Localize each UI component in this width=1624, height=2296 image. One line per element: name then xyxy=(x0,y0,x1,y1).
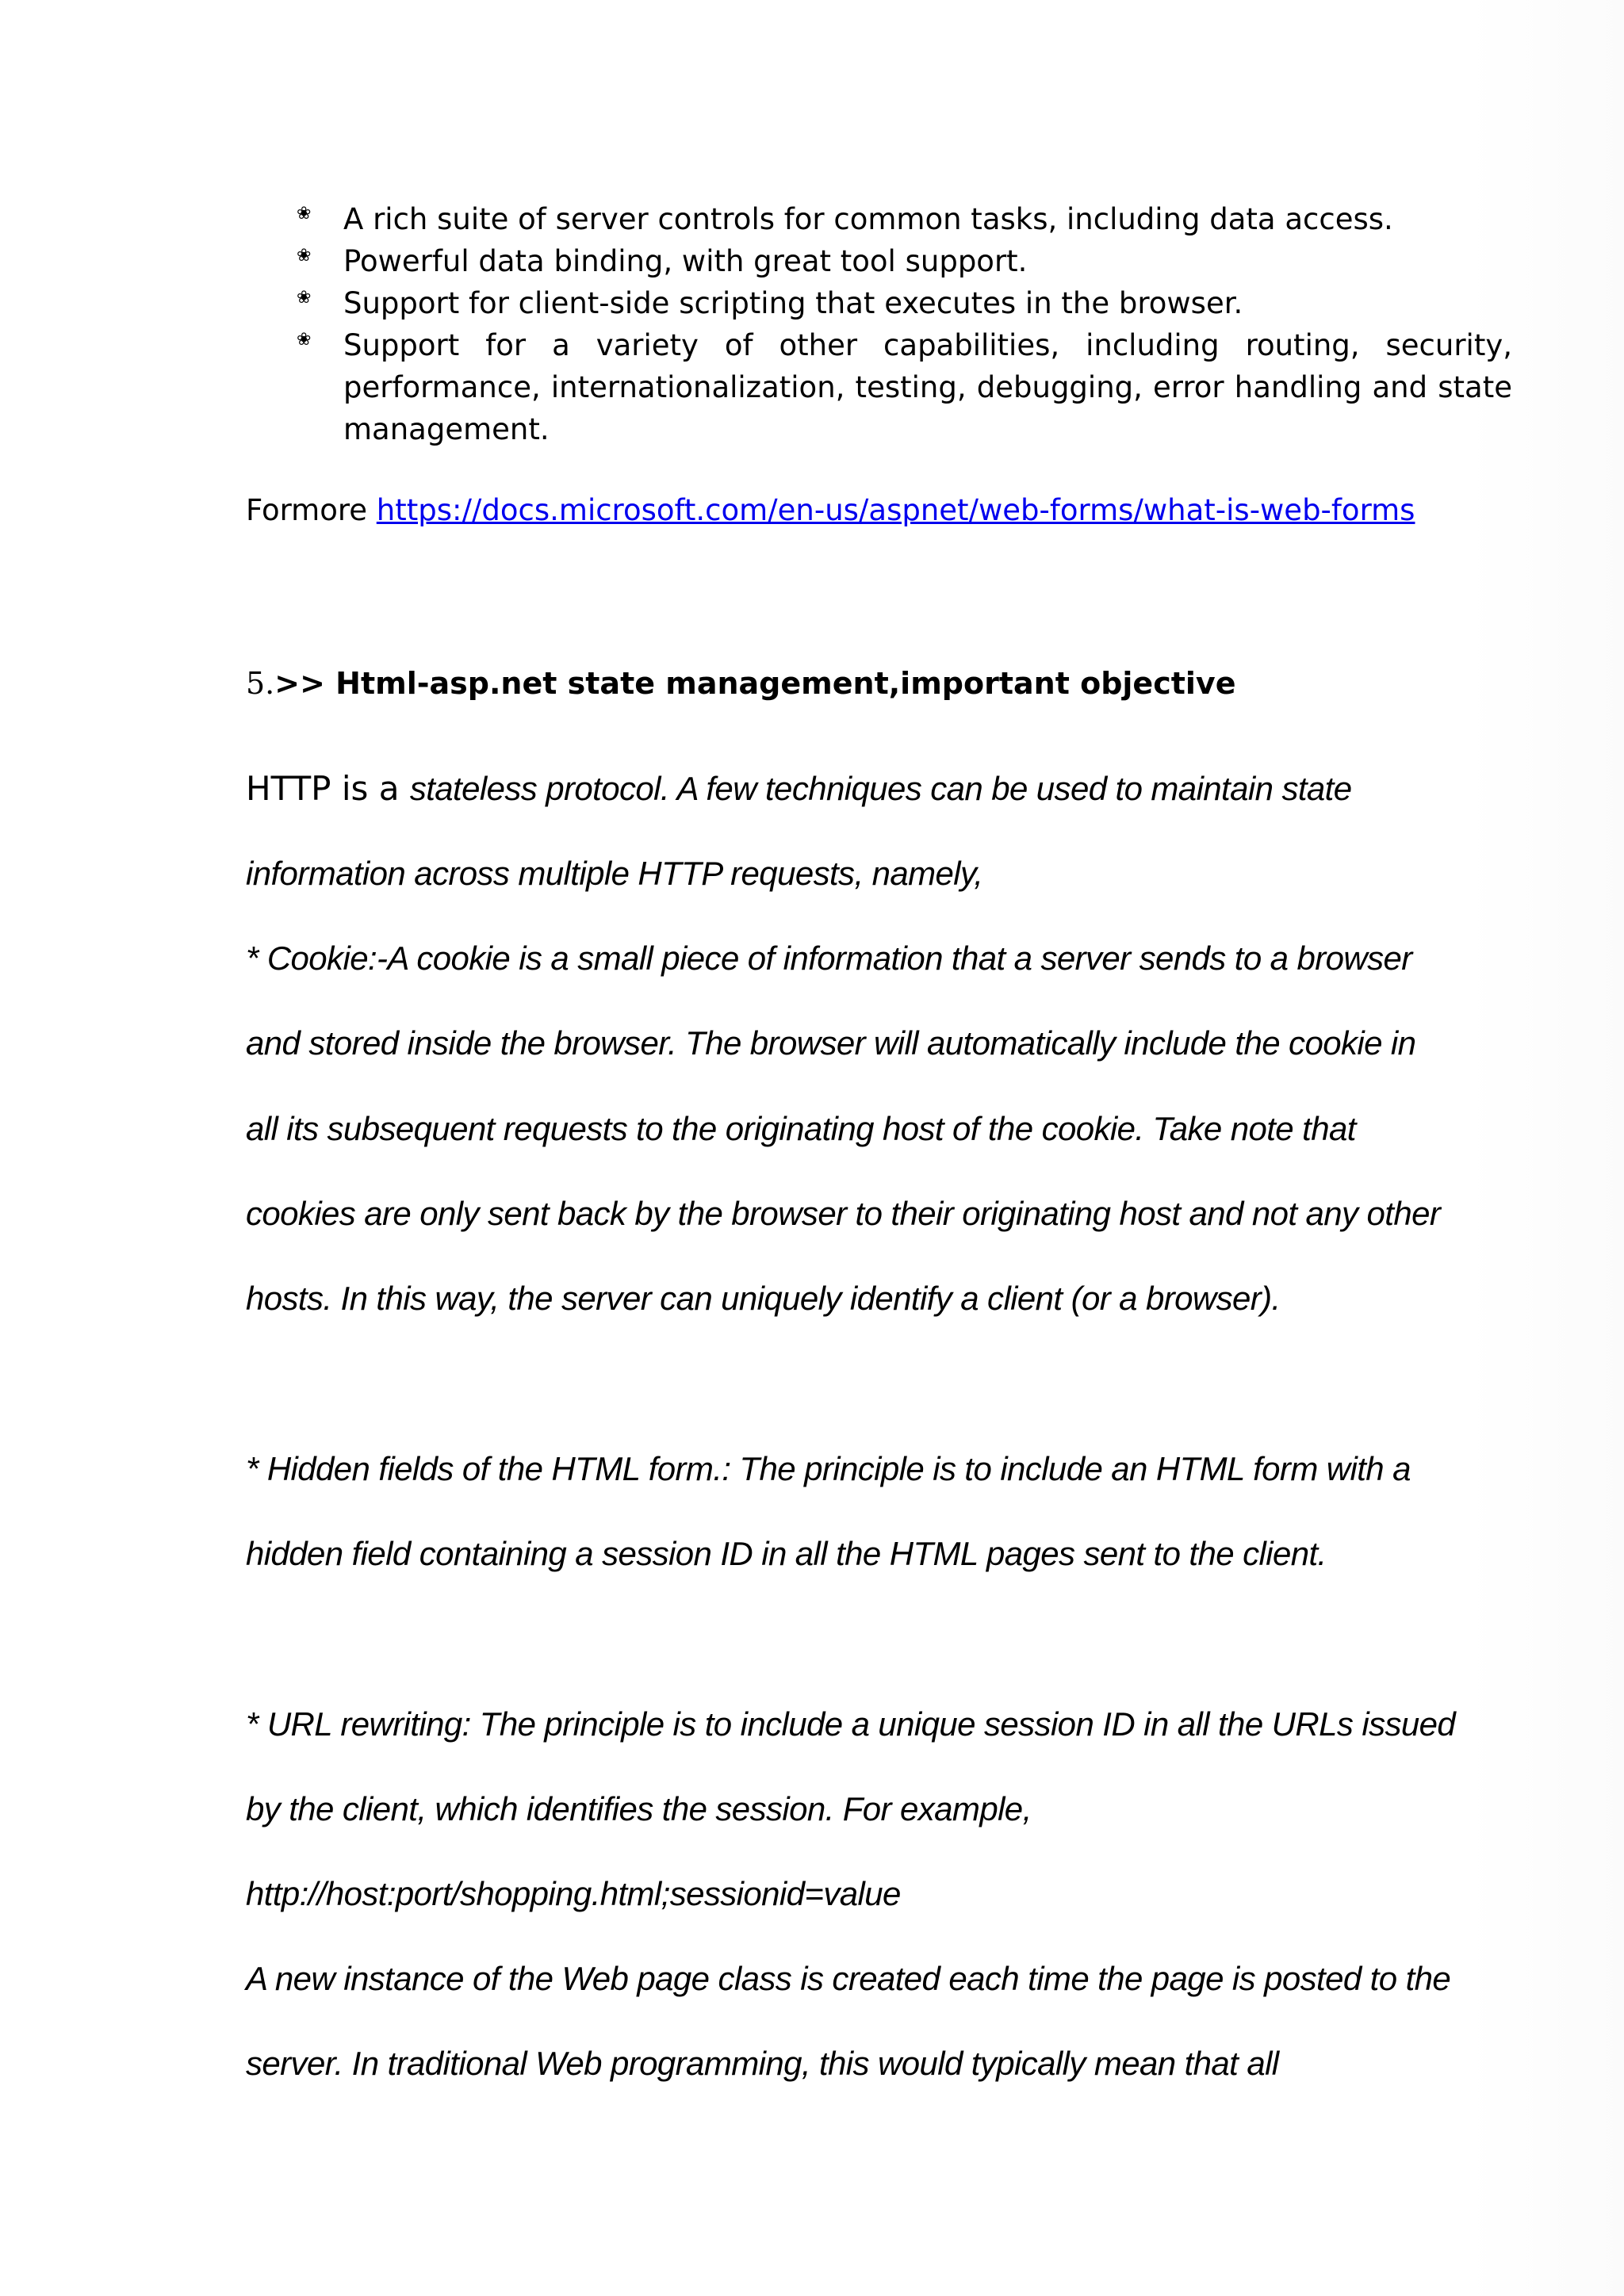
body-line: and stored inside the browser. The browser will automatically include the cookie in xyxy=(246,1024,1416,1062)
section-title: >> Html-asp.net state management,important objective xyxy=(274,666,1236,701)
flower-bullet-icon: ❀ xyxy=(297,246,312,266)
for-more-label: Formore xyxy=(246,493,377,527)
bullet-item xyxy=(287,198,1512,240)
bullet-item xyxy=(287,282,1512,324)
section-number: 5. xyxy=(246,666,275,701)
bullet-text: Support for a variety of other capabilities, including routing, security, performance, internationalization, testing, debugging, error handling and state management. xyxy=(343,328,1512,446)
body-line: server. In traditional Web programming, this would typically mean that all xyxy=(246,2045,1279,2082)
bullet-item xyxy=(287,324,1512,450)
bullet-text: Support for client-side scripting that executes in the browser. xyxy=(343,286,1243,320)
body-line: * Hidden fields of the HTML form.: The principle is to include an HTML form with a xyxy=(246,1450,1411,1487)
body-line: http://host:port/shopping.html;sessionid=value xyxy=(246,1875,901,1912)
body-line: * Cookie:-A cookie is a small piece of information that a server sends to a browser xyxy=(246,939,1412,977)
body-line: information across multiple HTTP requests, namely, xyxy=(246,855,983,892)
body-line-text: stateless protocol. A few techniques can be used to maintain state xyxy=(409,770,1352,807)
body-line: cookies are only sent back by the browser to their originating host and not any other xyxy=(246,1195,1441,1232)
body-line: hidden field containing a session ID in all the HTML pages sent to the client. xyxy=(246,1535,1327,1572)
body-line: * URL rewriting: The principle is to include a unique session ID in all the URLs issued xyxy=(246,1705,1456,1743)
bullet-text: A rich suite of server controls for common tasks, including data access. xyxy=(343,202,1393,236)
flower-bullet-icon: ❀ xyxy=(297,288,312,308)
body-line-upright-text: HTTP is a xyxy=(246,769,410,808)
section-heading xyxy=(246,662,1235,705)
body-line xyxy=(246,765,1352,813)
bullet-text: Powerful data binding, with great tool support. xyxy=(343,244,1028,278)
body-line: A new instance of the Web page class is created each time the page is posted to the xyxy=(246,1960,1451,1997)
feature-bullet-list xyxy=(287,198,1512,450)
flower-bullet-icon: ❀ xyxy=(297,204,312,224)
bullet-item xyxy=(287,240,1512,282)
docs-link[interactable]: https://docs.microsoft.com/en-us/aspnet/web-forms/what-is-web-forms xyxy=(376,493,1415,527)
flower-bullet-icon: ❀ xyxy=(297,330,312,350)
body-line: hosts. In this way, the server can uniquely identify a client (or a browser). xyxy=(246,1280,1281,1317)
for-more-paragraph xyxy=(246,489,1415,531)
body-line: by the client, which identifies the session. For example, xyxy=(246,1790,1032,1827)
body-line: all its subsequent requests to the originating host of the cookie. Take note that xyxy=(246,1110,1356,1147)
